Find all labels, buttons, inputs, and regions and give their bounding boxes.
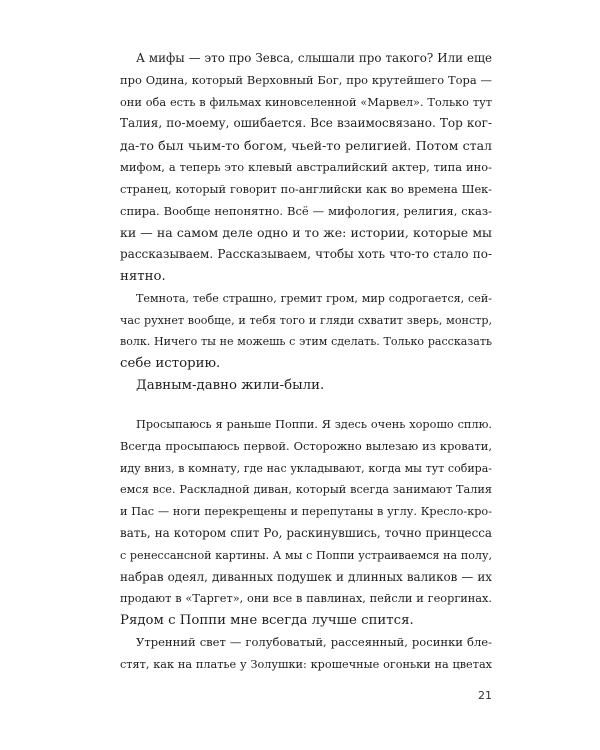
- text-line: набрав одеял, диванных подушек и длинных валиков — их: [120, 569, 492, 584]
- text-line: вать, на котором спит Ро, раскинувшись, точно принцесса: [120, 525, 492, 540]
- section-1-text: [120, 48, 492, 397]
- page-number: 21: [478, 689, 492, 702]
- text-line: А мифы — это про Зевса, слышали про такого? Или еще: [136, 51, 492, 65]
- text-line: себе историю.: [120, 356, 221, 372]
- text-line: рассказываем. Рассказываем, чтобы хоть что-то стало по-: [120, 247, 492, 262]
- text-line: Давным-давно жили-были.: [136, 377, 325, 393]
- text-line: странец, который говорит по-английски как во времена Шек-: [120, 182, 492, 196]
- text-line: волк. Ничего ты не можешь с этим сделать. Только рассказать: [120, 335, 492, 349]
- text-line: час рухнет вообще, и тебя того и гляди схватит зверь, монстр,: [120, 313, 492, 327]
- text-line: Утренний свет — голубоватый, рассеянный, росинки бле-: [136, 634, 492, 649]
- section-2-text: [120, 414, 492, 676]
- text-line: да-то был чьим-то богом, чьей-то религией. Потом стал: [120, 138, 492, 154]
- text-line: Рядом с Поппи мне всегда лучше спится.: [120, 613, 414, 629]
- text-line: Талия, по-моему, ошибается. Все взаимосвязано. Тор ког-: [120, 116, 492, 131]
- text-line: продают в «Таргет», они все в павлинах, пейсли и георгинах.: [120, 592, 492, 606]
- text-line: с ренессансной картины. А мы с Поппи устраиваемся на полу,: [120, 548, 492, 562]
- text-line: про Одина, который Верховный Бог, про крутейшего Тора —: [120, 72, 492, 87]
- text-line: нятно.: [120, 268, 166, 284]
- text-line: ки — на самом деле одно и то же: истории, которые мы: [120, 225, 492, 241]
- text-line: и Пас — ноги перекрещены и перепутаны в углу. Кресло-кро-: [120, 505, 492, 519]
- text-line: спира. Вообще непонятно. Всё — мифология, религия, сказ-: [120, 203, 492, 218]
- text-line: стят, как на платье у Золушки: крошечные огоньки на цветах: [120, 657, 492, 671]
- text-line: Всегда просыпаюсь первой. Осторожно вылезаю из кровати,: [120, 438, 492, 453]
- text-line: Просыпаюсь я раньше Поппи. Я здесь очень хорошо сплю.: [136, 418, 492, 431]
- text-line: иду вниз, в комнату, где нас укладывают, когда мы тут собира-: [120, 461, 492, 475]
- text-line: Темнота, тебе страшно, гремит гром, мир содрогается, сей-: [136, 291, 492, 305]
- text-line: емся все. Раскладной диван, который всегда занимают Талия: [120, 483, 492, 497]
- text-line: мифом, а теперь это клевый австралийский актер, типа ино-: [120, 159, 492, 174]
- text-line: они оба есть в фильмах киновселенной «Марвел». Только тут: [120, 95, 492, 109]
